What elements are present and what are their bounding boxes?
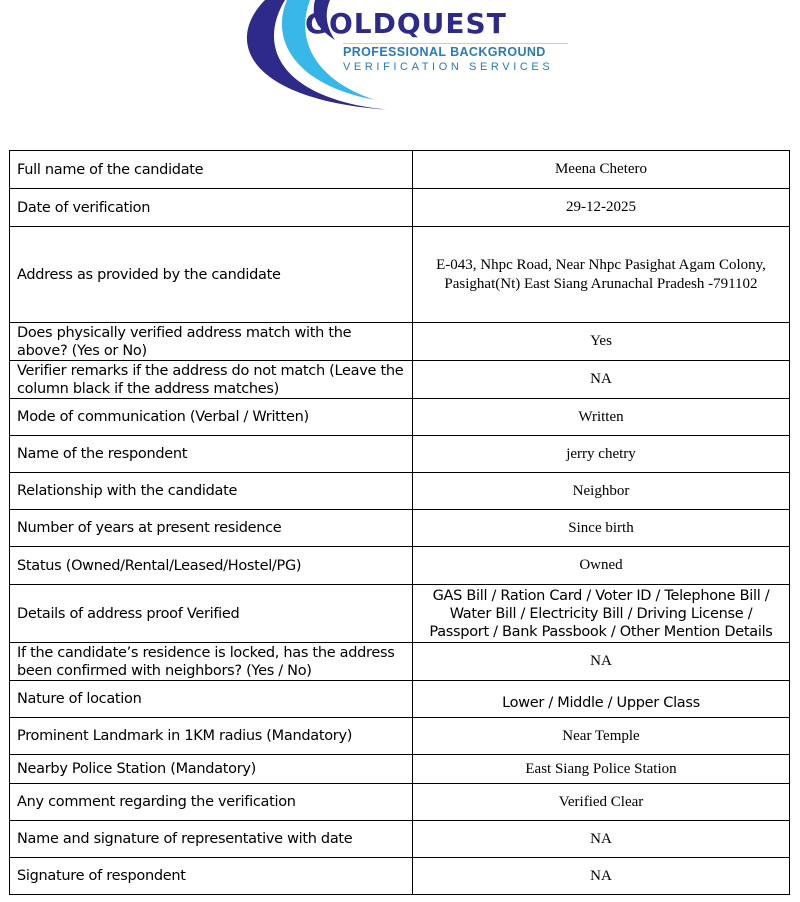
field-label: Relationship with the candidate <box>10 473 413 510</box>
table-row <box>10 227 790 323</box>
field-value: Verified Clear <box>413 784 790 821</box>
field-label: Number of years at present residence <box>10 510 413 547</box>
field-value: NA <box>413 643 790 681</box>
table-row <box>10 681 790 718</box>
table-row <box>10 821 790 858</box>
table-row <box>10 151 790 189</box>
table-row <box>10 189 790 227</box>
field-label: Nearby Police Station (Mandatory) <box>10 755 413 784</box>
logo-tagline: VERIFICATION SERVICES <box>343 61 554 73</box>
table-row <box>10 399 790 436</box>
table-row <box>10 323 790 361</box>
field-label: Status (Owned/Rental/Leased/Hostel/PG) <box>10 547 413 585</box>
field-value: Owned <box>413 547 790 585</box>
table-row <box>10 755 790 784</box>
field-label: Address as provided by the candidate <box>10 227 413 323</box>
field-value: jerry chetry <box>413 436 790 473</box>
logo-divider <box>343 43 568 44</box>
field-value: Written <box>413 399 790 436</box>
table-row <box>10 547 790 585</box>
table-row <box>10 784 790 821</box>
table-row <box>10 473 790 510</box>
field-label: Name and signature of representative with date <box>10 821 413 858</box>
field-label: Verifier remarks if the address do not match (Leave the column black if the address matches) <box>10 361 413 399</box>
field-label: Prominent Landmark in 1KM radius (Mandatory) <box>10 718 413 755</box>
field-label: If the candidate’s residence is locked, has the address been confirmed with neighbors? (Yes / No) <box>10 643 413 681</box>
field-label: Full name of the candidate <box>10 151 413 189</box>
field-label: Does physically verified address match with the above? (Yes or No) <box>10 323 413 361</box>
field-label: Any comment regarding the verification <box>10 784 413 821</box>
field-value: East Siang Police Station <box>413 755 790 784</box>
field-value: NA <box>413 361 790 399</box>
goldquest-logo <box>225 0 575 115</box>
table-row <box>10 436 790 473</box>
table-row <box>10 361 790 399</box>
table-row <box>10 510 790 547</box>
field-value: NA <box>413 821 790 858</box>
field-label: Signature of respondent <box>10 858 413 895</box>
logo-title: GOLDQUEST <box>305 7 507 40</box>
table-row <box>10 585 790 643</box>
field-label: Nature of location <box>10 681 413 718</box>
field-label: Date of verification <box>10 189 413 227</box>
table-row <box>10 858 790 895</box>
field-label: Mode of communication (Verbal / Written) <box>10 399 413 436</box>
field-value: 29-12-2025 <box>413 189 790 227</box>
table-row <box>10 643 790 681</box>
table-row <box>10 718 790 755</box>
field-value: E-043, Nhpc Road, Near Nhpc Pasighat Agam Colony, Pasighat(Nt) East Siang Arunachal Pradesh -791102 <box>413 227 790 323</box>
field-value: GAS Bill / Ration Card / Voter ID / Telephone Bill / Water Bill / Electricity Bill / Driving License / Passport / Bank Passbook / Other Mention Details <box>413 585 790 643</box>
field-value: Yes <box>413 323 790 361</box>
field-value: Neighbor <box>413 473 790 510</box>
verification-table <box>9 150 790 895</box>
field-value: Meena Chetero <box>413 151 790 189</box>
field-label: Name of the respondent <box>10 436 413 473</box>
logo-subtitle: PROFESSIONAL BACKGROUND <box>343 45 546 59</box>
field-value: Since birth <box>413 510 790 547</box>
field-label: Details of address proof Verified <box>10 585 413 643</box>
field-value: Lower / Middle / Upper Class <box>413 681 790 718</box>
field-value: NA <box>413 858 790 895</box>
field-value: Near Temple <box>413 718 790 755</box>
